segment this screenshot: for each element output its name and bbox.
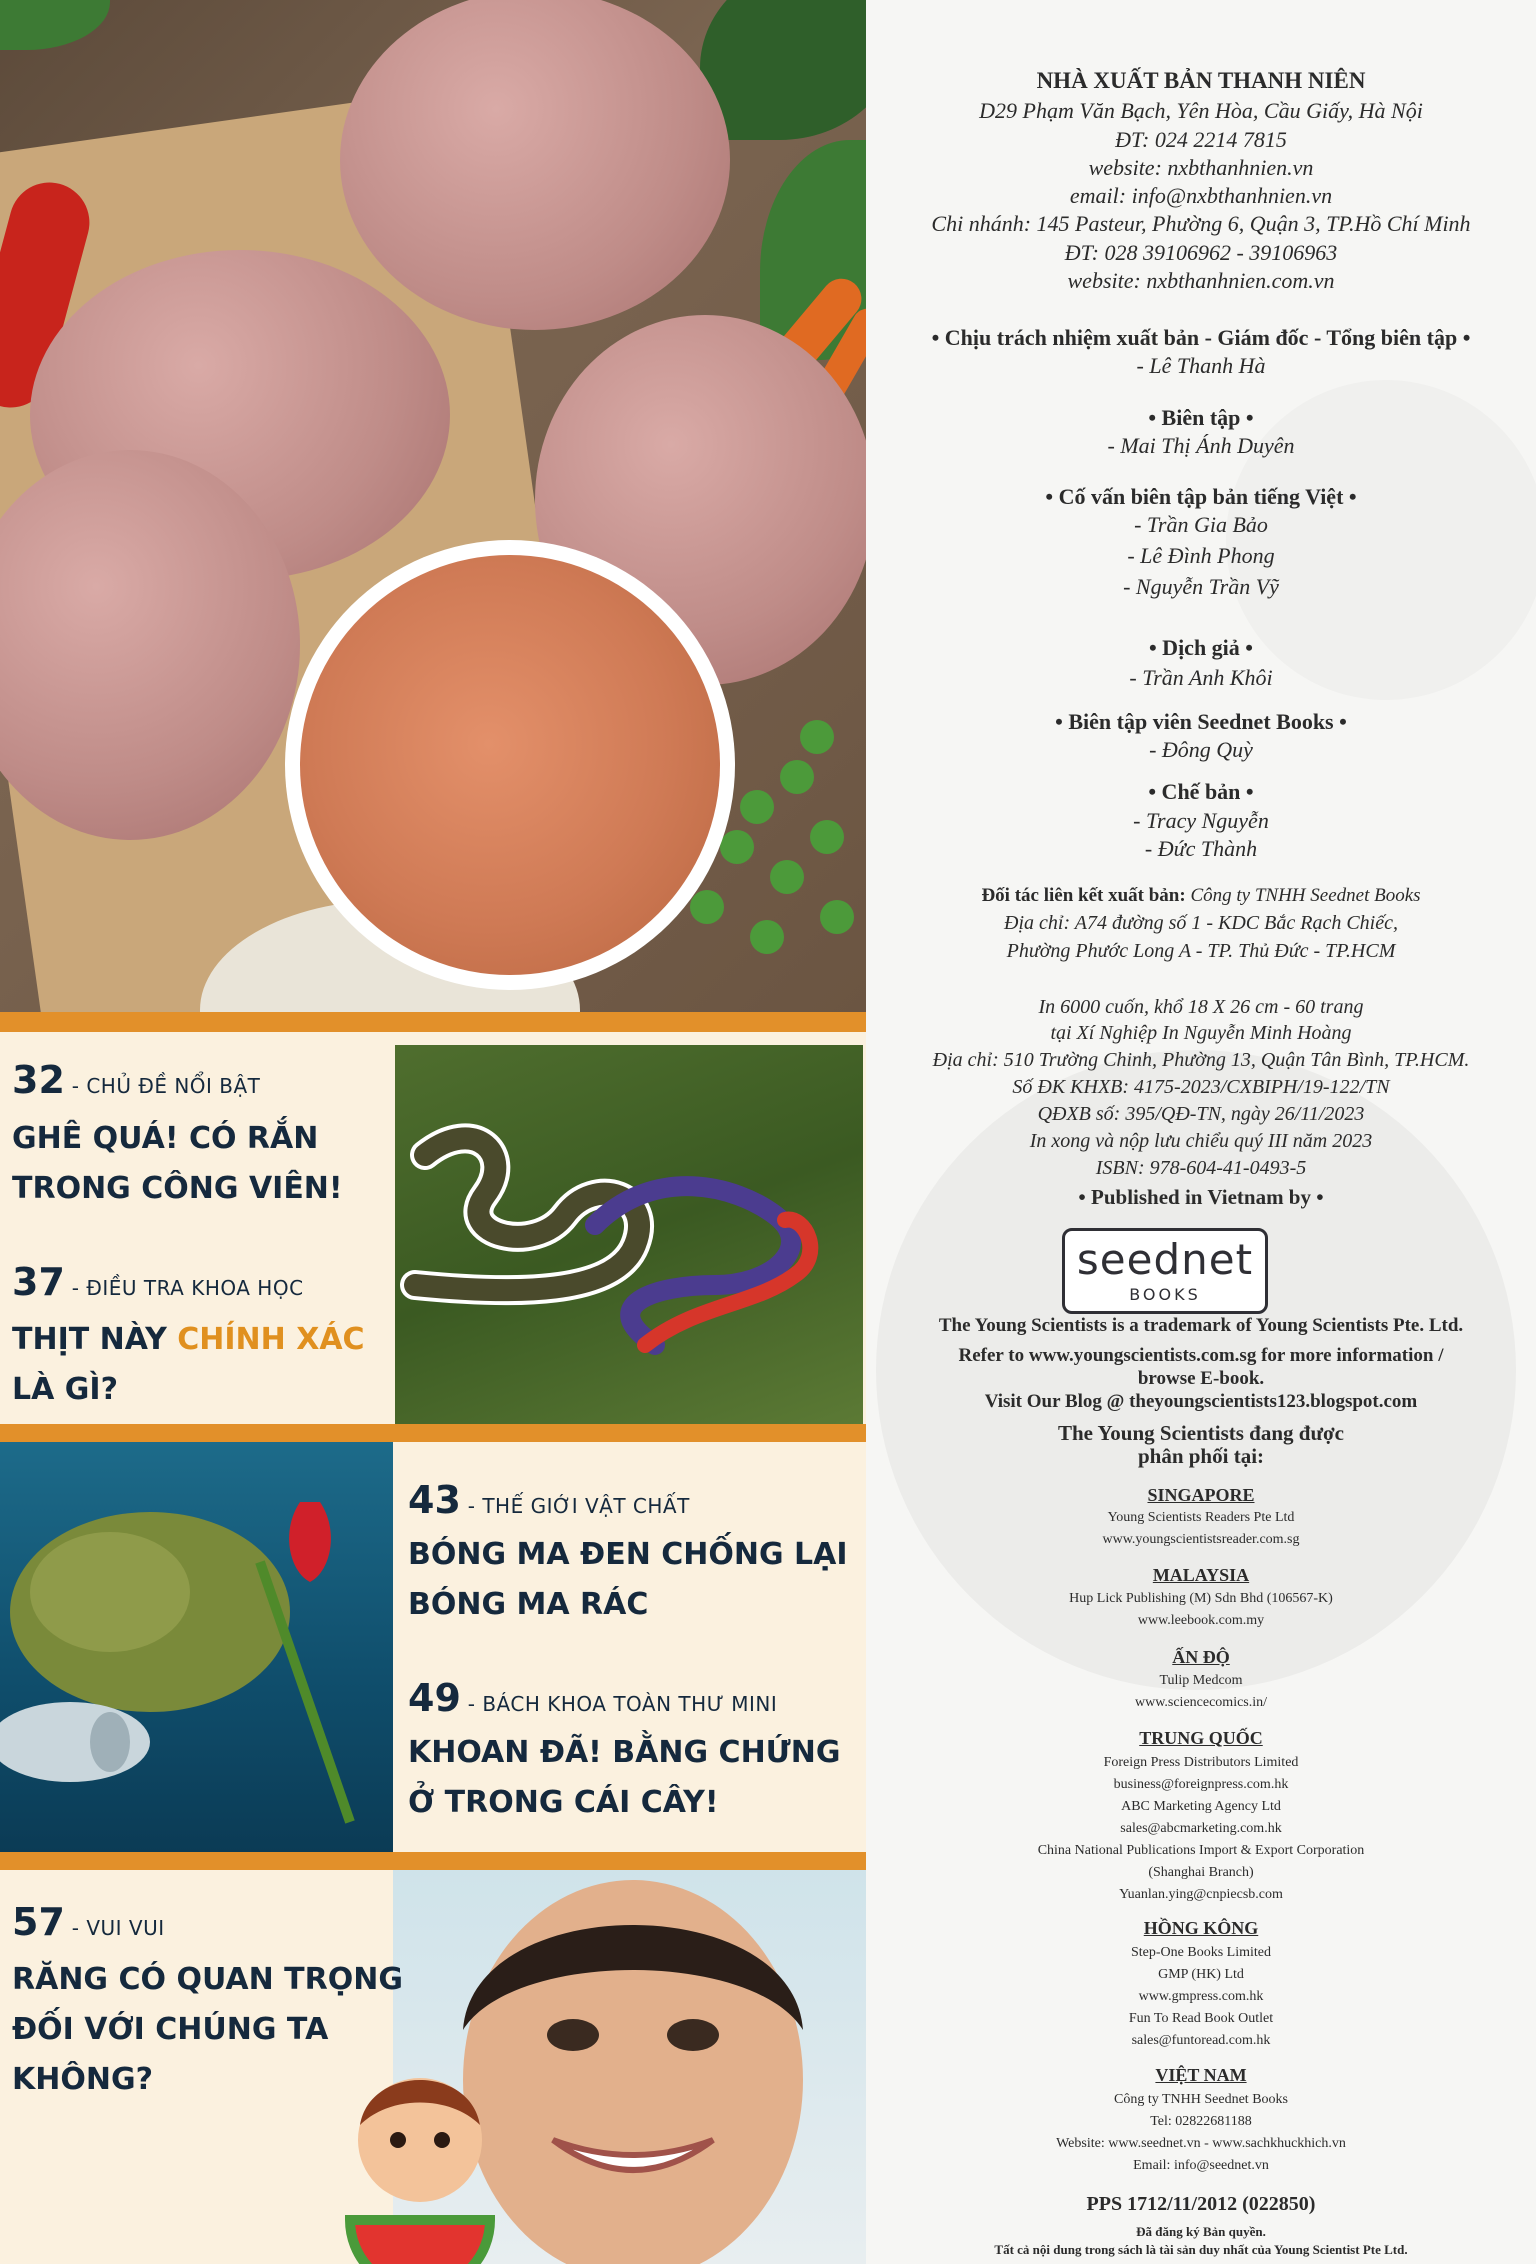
distributor-country: MALAYSIA	[1152, 1565, 1250, 1585]
credit-name: - Đông Quỳ	[1149, 737, 1253, 762]
article-title: GHÊ QUÁ! CÓ RẮN TRONG CÔNG VIÊN!	[12, 1121, 343, 1206]
distributor-line[interactable]: www.sciencecomics.in/	[1134, 1695, 1268, 1710]
category-label: ĐIỀU TRA KHOA HỌC	[86, 1276, 304, 1300]
branch-website[interactable]: website: nxbthanhnien.com.vn	[1067, 268, 1335, 293]
distributor-country: SINGAPORE	[1147, 1485, 1255, 1505]
distributor-country: TRUNG QUỐC	[1139, 1728, 1263, 1748]
distribution-title: The Young Scientists đang được	[1057, 1421, 1344, 1445]
credit-name: - Nguyễn Trần Vỹ	[1123, 574, 1279, 599]
partner-address: Phường Phước Long A - TP. Thủ Đức - TP.HCM	[1006, 940, 1396, 962]
article-title: KHOAN ĐÃ! BẰNG CHỨNG Ở TRONG CÁI CÂY!	[408, 1735, 841, 1820]
printing-line: In xong và nộp lưu chiểu quý III năm 2023	[1029, 1130, 1373, 1152]
publisher-phone: ĐT: 024 2214 7815	[1115, 127, 1287, 152]
seednet-books-logo: seednet BOOKS	[1062, 1228, 1268, 1314]
distributor-line: Foreign Press Distributors Limited	[1103, 1755, 1299, 1770]
distributor-line: Hup Lick Publishing (M) Sdn Bhd (106567-K)	[1069, 1591, 1333, 1606]
distributor-line: Tulip Medcom	[1159, 1673, 1243, 1688]
article-title: THỊT NÀY CHÍNH XÁC LÀ GÌ?	[12, 1322, 365, 1407]
distributor-line: GMP (HK) Ltd	[1158, 1967, 1244, 1982]
credit-name: - Trần Gia Bảo	[1134, 512, 1268, 537]
printing-line: In 6000 cuốn, khổ 18 X 26 cm - 60 trang	[1038, 996, 1364, 1018]
distributor-line[interactable]: Yuanlan.ying@cnpiecsb.com	[1119, 1887, 1283, 1902]
printing-line: Địa chỉ: 510 Trường Chinh, Phường 13, Quận Tân Bình, TP.HCM.	[932, 1049, 1470, 1071]
printing-line: QĐXB số: 395/QĐ-TN, ngày 26/11/2023	[1037, 1103, 1365, 1125]
credit-name: - Mai Thị Ánh Duyên	[1107, 433, 1295, 458]
printing-line: Số ĐK KHXB: 4175-2023/CXBIPH/19-122/TN	[1012, 1076, 1390, 1098]
branch-phone: ĐT: 028 39106962 - 39106963	[1064, 240, 1338, 265]
distributor-line[interactable]: sales@funtoread.com.hk	[1131, 2033, 1271, 2048]
distribution-title: phân phối tại:	[1137, 1444, 1265, 1468]
distributor-line[interactable]: Website: www.seednet.vn - www.sachkhuckhich.vn	[1056, 2136, 1346, 2151]
contents-column: 32 - CHỦ ĐỀ NỔI BẬT GHÊ QUÁ! CÓ RẮN TRONG CÔNG VIÊN! 37 - ĐIỀU TRA KHOA HỌC THỊT NÀY CHÍNH XÁC LÀ GÌ? 43 - THẾ GIỚI VẬT CHẤT BÓNG MA ĐEN CHỐNG LẠI BÓNG MA RÁC 49 - BÁCH KHOA TOÀN THƯ MINI KHOAN ĐÃ! BẰNG CHỨNG Ở TRONG CÁI CÂY! 57 - VUI VUI RĂNG CÓ QUAN TRỌNG ĐỐI VỚI CHÚNG TA KHÔNG?	[0, 0, 866, 2264]
trademark-line: browse E-book.	[1137, 1368, 1265, 1389]
distributor-line: China National Publications Import & Export Corporation	[1037, 1843, 1365, 1858]
credit-heading: • Cố vấn biên tập bản tiếng Việt •	[1045, 484, 1357, 509]
distributor-line: Fun To Read Book Outlet	[1128, 2011, 1274, 2026]
distributor-line[interactable]: sales@abcmarketing.com.hk	[1120, 1821, 1282, 1836]
distributor-line[interactable]: www.youngscientistsreader.com.sg	[1102, 1532, 1300, 1547]
published-in: • Published in Vietnam by •	[1078, 1185, 1324, 1209]
category-label: CHỦ ĐỀ NỔI BẬT	[86, 1074, 261, 1098]
credit-heading: • Dịch giả •	[1148, 635, 1254, 660]
article-title: BÓNG MA ĐEN CHỐNG LẠI BÓNG MA RÁC	[408, 1537, 848, 1622]
distributor-line: (Shanghai Branch)	[1148, 1865, 1254, 1880]
snake-photo	[395, 1045, 863, 1425]
partner-address: Địa chỉ: A74 đường số 1 - KDC Bắc Rạch Chiếc,	[1004, 912, 1398, 934]
page-number-49: 49	[408, 1676, 461, 1720]
publisher-branch: Chi nhánh: 145 Pasteur, Phường 6, Quận 3, TP.Hồ Chí Minh	[931, 211, 1471, 236]
credit-heading: • Biên tập •	[1148, 405, 1254, 430]
distributor-line: Tel: 02822681188	[1150, 2114, 1252, 2129]
imprint-column	[866, 0, 1536, 2264]
category-label: BÁCH KHOA TOÀN THƯ MINI	[482, 1692, 778, 1716]
plant-based-meat-photo	[0, 0, 866, 1012]
blog-link[interactable]: Visit Our Blog @ theyoungscientists123.blogspot.com	[984, 1391, 1418, 1412]
trademark-line: The Young Scientists is a trademark of Young Scientists Pte. Ltd.	[938, 1315, 1464, 1336]
distributor-line[interactable]: www.leebook.com.my	[1137, 1613, 1265, 1628]
credit-heading: • Chế bản •	[1148, 779, 1254, 804]
publisher-email[interactable]: email: info@nxbthanhnien.vn	[1069, 183, 1333, 208]
sea-turtle-photo	[0, 1442, 393, 1852]
distributor-line: Step-One Books Limited	[1131, 1945, 1271, 1960]
distributor-line[interactable]: business@foreignpress.com.hk	[1113, 1777, 1289, 1792]
page-number-43: 43	[408, 1478, 461, 1522]
isbn: ISBN: 978-604-41-0493-5	[1095, 1157, 1307, 1179]
distributor-line[interactable]: Email: info@seednet.vn	[1133, 2158, 1269, 2173]
credit-name: - Lê Thanh Hà	[1136, 353, 1266, 378]
distributor-country: HỒNG KÔNG	[1143, 1918, 1259, 1938]
page-number-57: 57	[12, 1900, 65, 1944]
publisher-name: NHÀ XUẤT BẢN THANH NIÊN	[1036, 68, 1366, 93]
credit-heading: • Biên tập viên Seednet Books •	[1055, 709, 1347, 734]
trademark-line[interactable]: Refer to www.youngscientists.com.sg for more information /	[958, 1345, 1444, 1366]
distributor-line: Young Scientists Readers Pte Ltd	[1107, 1510, 1295, 1525]
credit-name: - Tracy Nguyễn	[1133, 808, 1269, 833]
pps-number: PPS 1712/11/2012 (022850)	[1086, 2193, 1316, 2215]
credit-name: - Trần Anh Khôi	[1129, 665, 1273, 690]
article-title: RĂNG CÓ QUAN TRỌNG ĐỐI VỚI CHÚNG TA KHÔNG?	[12, 1962, 403, 2097]
partner-line: Đối tác liên kết xuất bản: Công ty TNHH Seednet Books	[981, 885, 1421, 906]
page-number-37: 37	[12, 1260, 65, 1304]
category-label: THẾ GIỚI VẬT CHẤT	[482, 1494, 690, 1518]
category-label: VUI VUI	[86, 1916, 165, 1940]
distributor-line[interactable]: www.gmpress.com.hk	[1138, 1989, 1264, 2004]
publisher-website[interactable]: website: nxbthanhnien.vn	[1088, 155, 1314, 180]
credit-name: - Đức Thành	[1144, 836, 1258, 861]
credit-heading: • Chịu trách nhiệm xuất bản - Giám đốc - Tổng biên tập •	[931, 325, 1471, 350]
page-number-32: 32	[12, 1058, 65, 1102]
distributor-country: ẤN ĐỘ	[1172, 1647, 1230, 1667]
copyright-line: Đã đăng ký Bản quyền.	[1136, 2224, 1266, 2239]
credit-name: - Lê Đình Phong	[1127, 543, 1275, 568]
copyright-line: Tất cả nội dung trong sách là tài sản duy nhất của Young Scientist Pte Ltd.	[994, 2242, 1408, 2257]
printing-line: tại Xí Nghiệp In Nguyễn Minh Hoàng	[1050, 1022, 1352, 1044]
distributor-country: VIỆT NAM	[1155, 2065, 1247, 2085]
distributor-line: ABC Marketing Agency Ltd	[1121, 1799, 1281, 1814]
publisher-address: D29 Phạm Văn Bạch, Yên Hòa, Cầu Giấy, Hà Nội	[979, 98, 1423, 123]
distributor-line: Công ty TNHH Seednet Books	[1114, 2092, 1288, 2107]
